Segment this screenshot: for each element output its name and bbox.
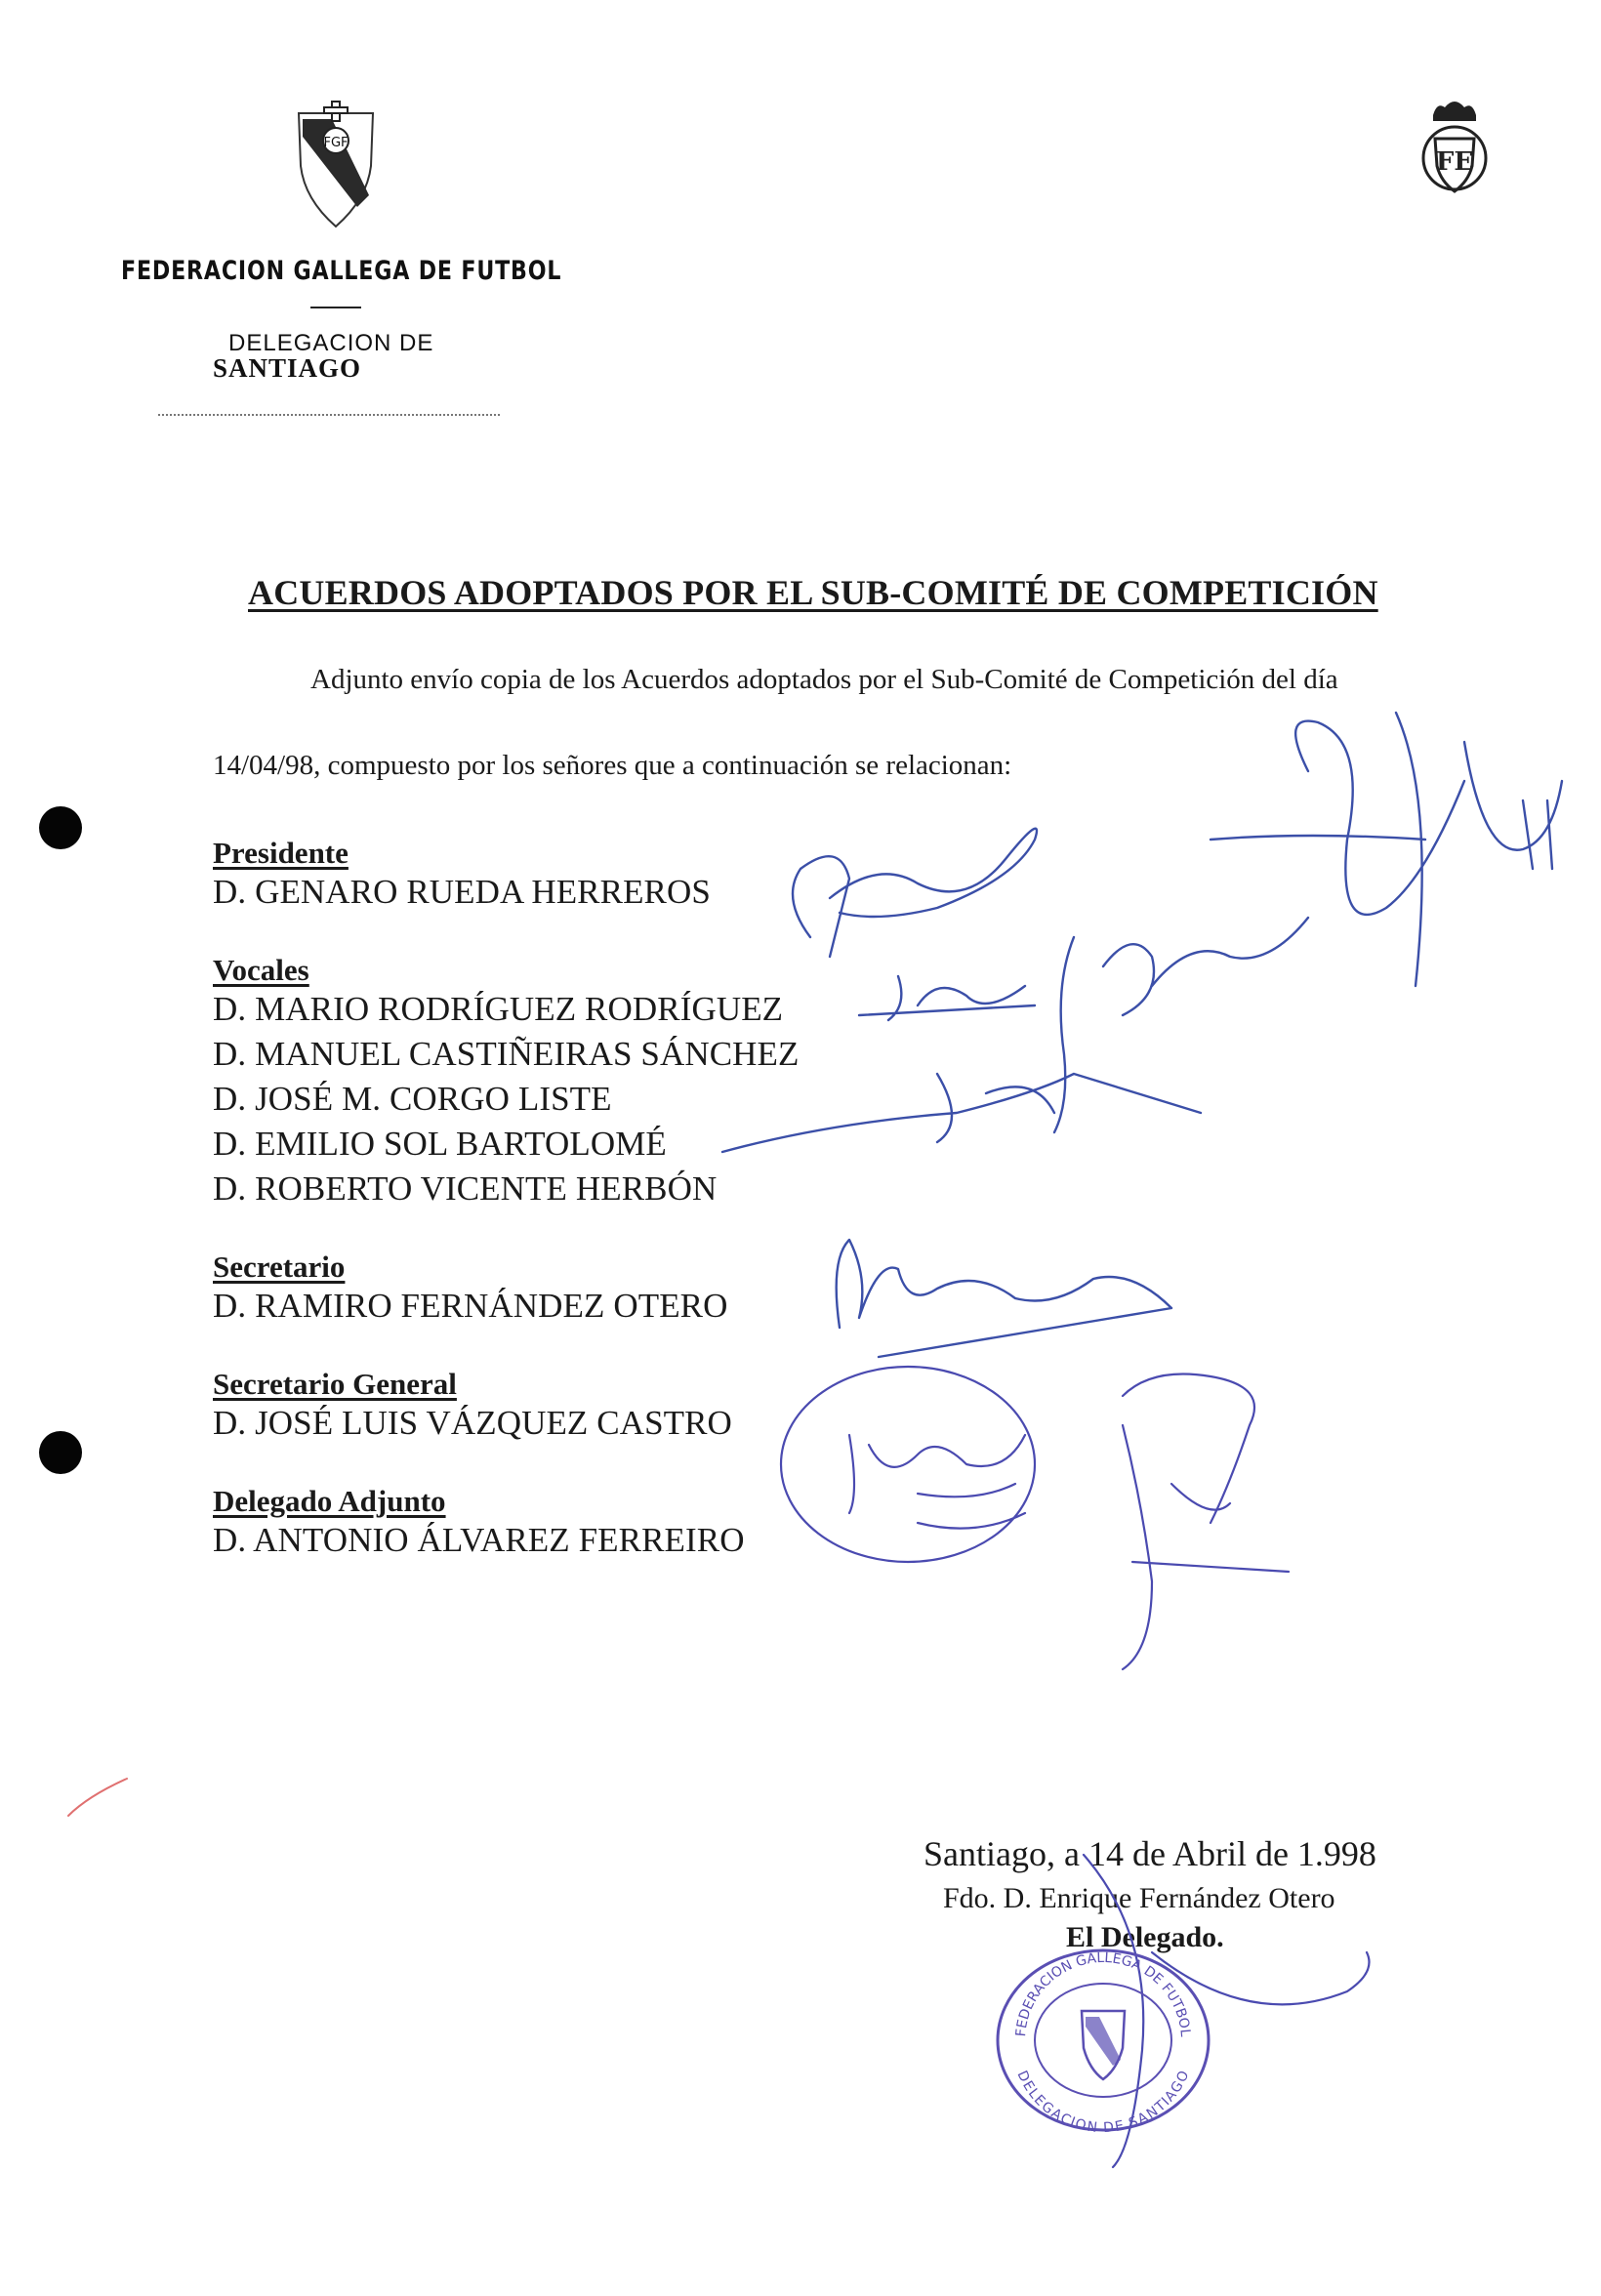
closing-signer: Fdo. D. Enrique Fernández Otero <box>943 1882 1335 1914</box>
member-vocal-3: D. JOSÉ M. CORGO LISTE <box>213 1080 612 1118</box>
member-secretario: D. RAMIRO FERNÁNDEZ OTERO <box>213 1287 728 1325</box>
member-delegado-adjunto: D. ANTONIO ÁLVAREZ FERREIRO <box>213 1521 745 1559</box>
signature-secretario-general <box>849 1435 1025 1529</box>
closing-place-date: Santiago, a 14 de Abril de 1.998 <box>924 1834 1376 1873</box>
stamp-text-bottom: DELEGACION DE SANTIAGO <box>1013 2068 1193 2137</box>
document-title: ACUERDOS ADOPTADOS POR EL SUB-COMITÉ DE COMPETICIÓN <box>248 573 1378 612</box>
intro-line-2: 14/04/98, compuesto por los señores que a continuación se relacionan: <box>213 750 1012 781</box>
closing-signer-role: El Delegado. <box>1066 1921 1224 1953</box>
signature-vocal-1 <box>859 976 1035 1020</box>
delegation-city: SANTIAGO <box>213 353 362 383</box>
member-secretario-general: D. JOSÉ LUIS VÁZQUEZ CASTRO <box>213 1404 732 1442</box>
delegation-label: DELEGACION DE <box>228 330 434 356</box>
signature-top-right <box>1211 713 1562 986</box>
member-vocal-4: D. EMILIO SOL BARTOLOMÉ <box>213 1125 667 1163</box>
member-president: D. GENARO RUEDA HERREROS <box>213 873 711 911</box>
member-vocal-5: D. ROBERTO VICENTE HERBÓN <box>213 1169 718 1208</box>
official-stamp-icon <box>986 1933 1220 2138</box>
organization-name: FEDERACION GALLEGA DE FUTBOL <box>121 256 562 286</box>
intro-line-1: Adjunto envío copia de los Acuerdos adoptados por el Sub-Comité de Competición del día <box>310 664 1338 695</box>
role-vocales: Vocales <box>213 953 309 987</box>
stamp-text-top: FEDERACION GALLEGA DE FUTBOL <box>1013 1949 1193 2037</box>
signature-president <box>793 829 1037 957</box>
role-secretario-general: Secretario General <box>213 1367 457 1401</box>
member-vocal-1: D. MARIO RODRÍGUEZ RODRÍGUEZ <box>213 990 784 1028</box>
signature-secretario <box>837 1240 1171 1357</box>
member-vocal-2: D. MANUEL CASTIÑEIRAS SÁNCHEZ <box>213 1035 800 1073</box>
svg-text:FE: FE <box>1435 147 1474 177</box>
role-president: Presidente <box>213 836 349 870</box>
role-delegado-adjunto: Delegado Adjunto <box>213 1484 446 1518</box>
signature-vocal-2 <box>1054 918 1308 1132</box>
signature-delegado-adjunto <box>1123 1374 1289 1670</box>
role-secretario: Secretario <box>213 1250 346 1284</box>
signature-vocal-3 <box>722 1074 1201 1152</box>
svg-text:FEDERACION GALLEGA DE FUTBOL <box>1013 1950 1193 2037</box>
svg-text:FGF: FGF <box>323 136 349 150</box>
red-pencil-mark <box>68 1779 127 1816</box>
